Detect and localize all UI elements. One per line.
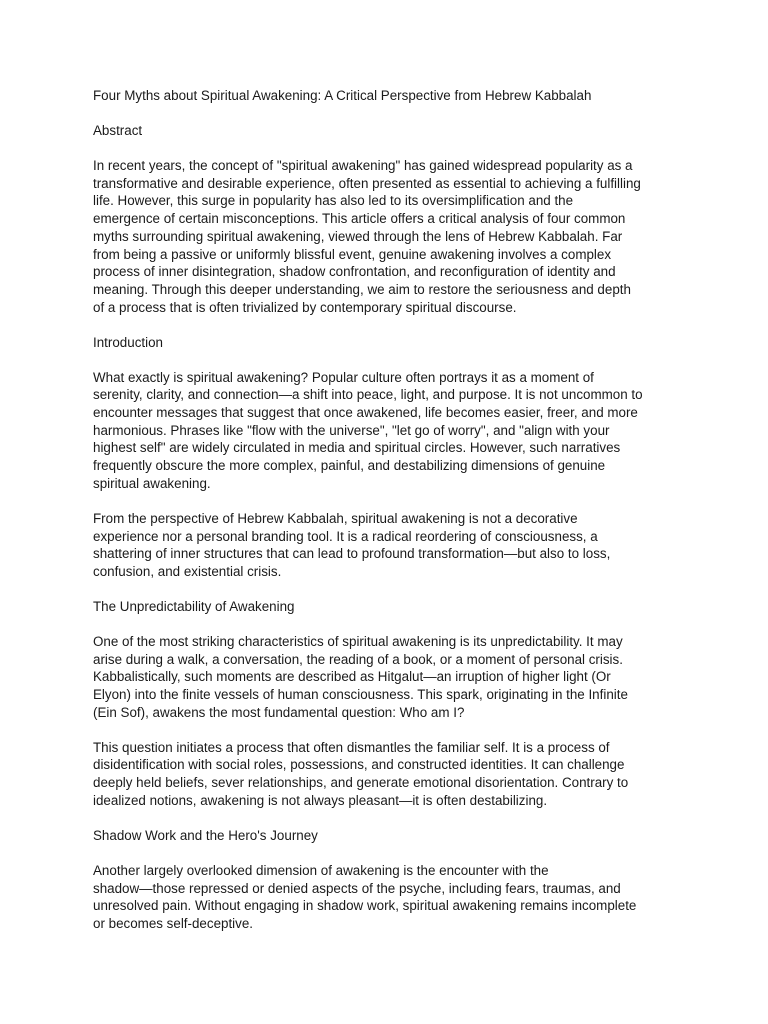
text-line: harmonious. Phrases like "flow with the universe", "let go of worry", and "align with your [93, 422, 610, 438]
text-line: deeply held beliefs, sever relationships, and generate emotional disorientation. Contrary to [93, 775, 629, 791]
text-line: unresolved pain. Without engaging in shadow work, spiritual awakening remains incomplete [93, 898, 637, 914]
spacer [93, 810, 683, 827]
shadow-work-paragraph-1 [93, 862, 683, 933]
document-title: Four Myths about Spiritual Awakening: A Critical Perspective from Hebrew Kabbalah [93, 88, 592, 103]
text-line: process of inner disintegration, shadow confrontation, and reconfiguration of identity and [93, 264, 616, 280]
unpredictability-paragraph-2 [93, 739, 683, 810]
text-line: experience nor a personal branding tool. It is a radical reordering of consciousness, a [93, 528, 598, 544]
text-line: arise during a walk, a conversation, the reading of a book, or a moment of personal crisis. [93, 651, 623, 667]
spacer [93, 493, 683, 510]
spacer [93, 316, 683, 333]
spacer [93, 105, 683, 122]
text-line: One of the most striking characteristics of spiritual awakening is its unpredictability. It may [93, 633, 623, 649]
spacer [93, 616, 683, 633]
introduction-paragraph-2 [93, 510, 683, 581]
text-line: shattering of inner structures that can lead to profound transformation—but also to loss, [93, 546, 611, 562]
text-line: shadow—those repressed or denied aspects of the psyche, including fears, traumas, and [93, 880, 621, 896]
text-line: idealized notions, awakening is not always pleasant—it is often destabilizing. [93, 792, 548, 808]
text-line: (Ein Sof), awakens the most fundamental question: Who am I? [93, 704, 465, 720]
abstract-heading: Abstract [93, 123, 143, 138]
abstract-paragraph [93, 157, 683, 316]
text-line: Another largely overlooked dimension of awakening is the encounter with the [93, 862, 549, 878]
introduction-heading: Introduction [93, 334, 163, 350]
text-line: serenity, clarity, and connection—a shift into peace, light, and purpose. It is not uncommon to [93, 387, 643, 403]
document-page [93, 87, 683, 933]
text-line: frequently obscure the more complex, painful, and destabilizing dimensions of genuine [93, 458, 606, 474]
unpredictability-paragraph-1 [93, 633, 683, 722]
text-line: confusion, and existential crisis. [93, 563, 282, 579]
spacer [93, 581, 683, 598]
spacer [93, 845, 683, 862]
text-line: transformative and desirable experience, often presented as essential to achieving a fulfilling [93, 175, 641, 191]
text-line: From the perspective of Hebrew Kabbalah, spiritual awakening is not a decorative [93, 510, 578, 526]
text-line: of a process that is often trivialized by contemporary spiritual discourse. [93, 299, 517, 315]
text-line: Elyon) into the finite vessels of human consciousness. This spark, originating in the Infinite [93, 687, 628, 703]
text-line: or becomes self-deceptive. [93, 915, 254, 931]
text-line: highest self" are widely circulated in media and spiritual circles. However, such narratives [93, 440, 621, 456]
text-line: life. However, this surge in popularity has also led to its oversimplification and the [93, 193, 574, 209]
text-line: disidentification with social roles, possessions, and constructed identities. It can challenge [93, 757, 625, 773]
text-line: encounter messages that suggest that once awakened, life becomes easier, freer, and more [93, 405, 638, 421]
text-line: from being a passive or uniformly blissful event, genuine awakening involves a complex [93, 246, 612, 262]
unpredictability-heading: The Unpredictability of Awakening [93, 598, 295, 614]
spacer [93, 351, 683, 368]
text-line: Kabbalistically, such moments are described as Hitgalut—an irruption of higher light (Or [93, 669, 611, 685]
text-line: This question initiates a process that often dismantles the familiar self. It is a process of [93, 739, 610, 755]
text-line: myths surrounding spiritual awakening, viewed through the lens of Hebrew Kabbalah. Far [93, 228, 623, 244]
text-line: emergence of certain misconceptions. This article offers a critical analysis of four common [93, 211, 626, 227]
shadow-work-heading: Shadow Work and the Hero's Journey [93, 827, 318, 843]
text-line: In recent years, the concept of "spiritual awakening" has gained widespread popularity as a [93, 158, 633, 173]
introduction-paragraph-1 [93, 369, 683, 493]
spacer [93, 721, 683, 738]
spacer [93, 140, 683, 157]
text-line: What exactly is spiritual awakening? Popular culture often portrays it as a moment of [93, 369, 594, 385]
text-line: meaning. Through this deeper understanding, we aim to restore the seriousness and depth [93, 281, 631, 297]
text-line: spiritual awakening. [93, 475, 211, 491]
